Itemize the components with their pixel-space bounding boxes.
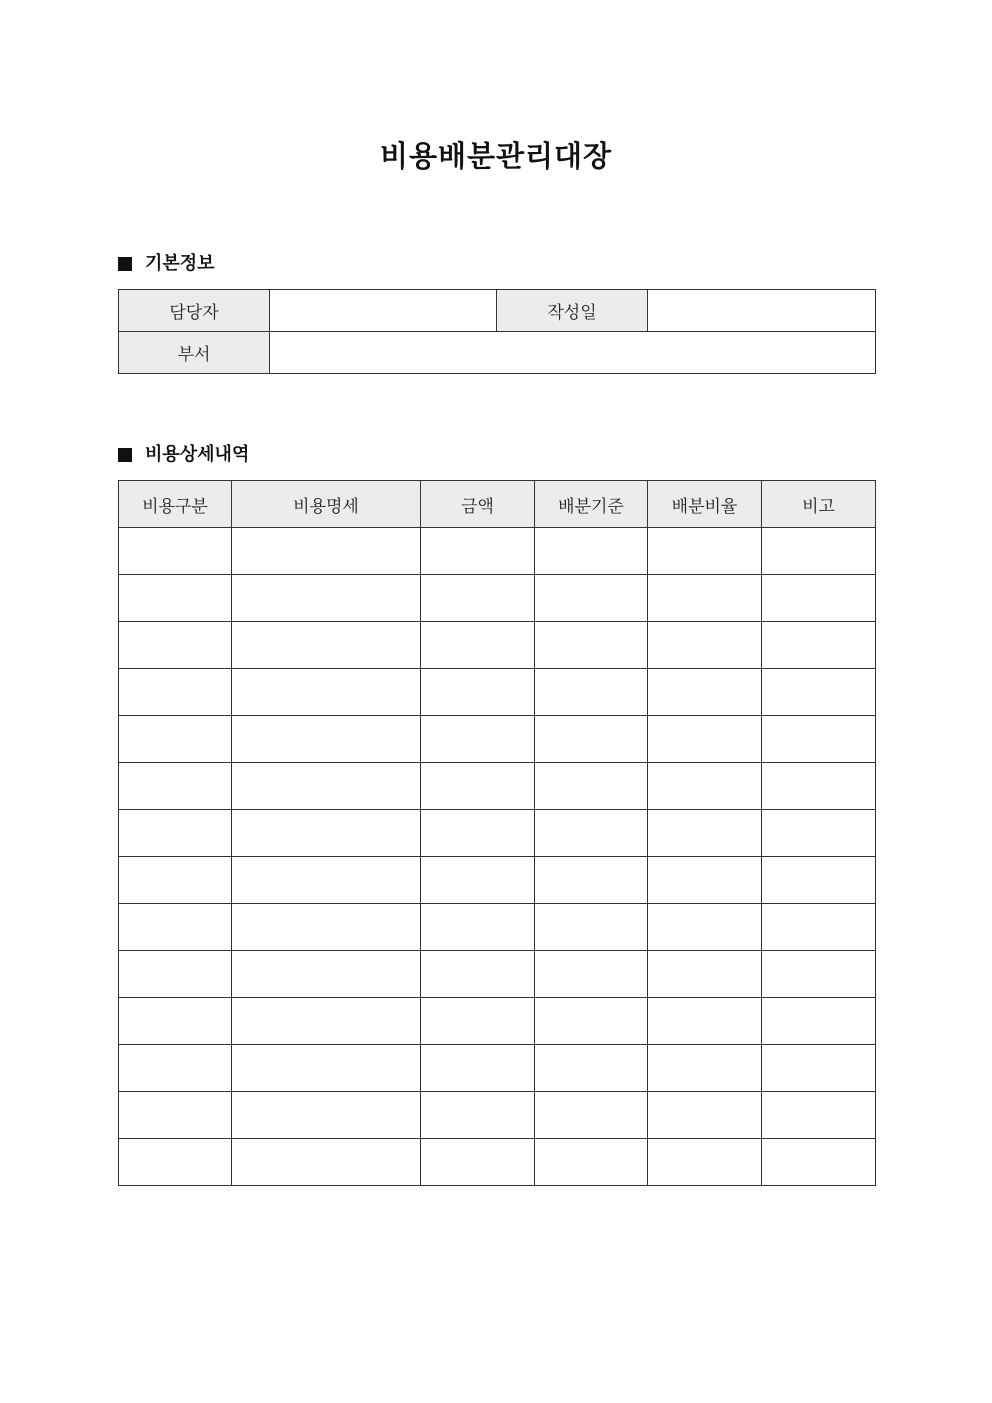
remarks-cell[interactable] [762, 528, 876, 575]
amount-cell[interactable] [421, 763, 535, 810]
cost-description-cell[interactable] [232, 810, 421, 857]
section-heading-cost-details [118, 443, 249, 467]
table-row [119, 622, 876, 669]
cost-type-cell[interactable] [119, 528, 232, 575]
table-row [119, 1045, 876, 1092]
allocation-basis-cell[interactable] [535, 904, 648, 951]
allocation-basis-cell[interactable] [535, 669, 648, 716]
cost-type-cell[interactable] [119, 575, 232, 622]
allocation-ratio-cell[interactable] [648, 904, 762, 951]
remarks-cell[interactable] [762, 998, 876, 1045]
column-header-amount: 금액 [421, 481, 535, 528]
allocation-ratio-cell[interactable] [648, 810, 762, 857]
cost-type-cell[interactable] [119, 669, 232, 716]
amount-cell[interactable] [421, 669, 535, 716]
cost-type-cell[interactable] [119, 810, 232, 857]
table-row [119, 1139, 876, 1186]
amount-cell[interactable] [421, 857, 535, 904]
cost-details-body [119, 528, 876, 1186]
amount-cell[interactable] [421, 1139, 535, 1186]
allocation-basis-cell[interactable] [535, 1139, 648, 1186]
cost-type-cell[interactable] [119, 998, 232, 1045]
allocation-ratio-cell[interactable] [648, 857, 762, 904]
allocation-basis-cell[interactable] [535, 1092, 648, 1139]
cost-description-cell[interactable] [232, 857, 421, 904]
cost-description-cell[interactable] [232, 1045, 421, 1092]
allocation-basis-cell[interactable] [535, 575, 648, 622]
cost-description-cell[interactable] [232, 763, 421, 810]
table-row [119, 857, 876, 904]
allocation-ratio-cell[interactable] [648, 951, 762, 998]
amount-cell[interactable] [421, 716, 535, 763]
amount-cell[interactable] [421, 622, 535, 669]
amount-cell[interactable] [421, 575, 535, 622]
remarks-cell[interactable] [762, 951, 876, 998]
allocation-basis-cell[interactable] [535, 810, 648, 857]
allocation-basis-cell[interactable] [535, 1045, 648, 1092]
table-row [119, 904, 876, 951]
column-header-cost-type: 비용구분 [119, 481, 232, 528]
basic-info-table [118, 289, 876, 374]
allocation-ratio-cell[interactable] [648, 998, 762, 1045]
department-field[interactable] [270, 332, 876, 374]
page-title: 비용배분관리대장 [379, 139, 613, 173]
amount-cell[interactable] [421, 951, 535, 998]
column-header-remarks: 비고 [762, 481, 876, 528]
amount-cell[interactable] [421, 1092, 535, 1139]
manager-label: 담당자 [119, 290, 270, 332]
table-row [119, 810, 876, 857]
cost-description-cell[interactable] [232, 998, 421, 1045]
cost-type-cell[interactable] [119, 904, 232, 951]
remarks-cell[interactable] [762, 669, 876, 716]
section-heading-basic-info [118, 252, 215, 276]
cost-description-cell[interactable] [232, 622, 421, 669]
table-row [119, 951, 876, 998]
square-bullet-icon [118, 448, 132, 462]
allocation-ratio-cell[interactable] [648, 669, 762, 716]
column-header-allocation-ratio: 배분비율 [648, 481, 762, 528]
allocation-ratio-cell[interactable] [648, 622, 762, 669]
amount-cell[interactable] [421, 1045, 535, 1092]
table-row [119, 763, 876, 810]
allocation-basis-cell[interactable] [535, 622, 648, 669]
cost-description-cell[interactable] [232, 575, 421, 622]
remarks-cell[interactable] [762, 575, 876, 622]
section-heading-label: 기본정보 [145, 253, 215, 274]
table-row [119, 290, 876, 332]
amount-cell[interactable] [421, 810, 535, 857]
table-row [119, 669, 876, 716]
remarks-cell[interactable] [762, 1139, 876, 1186]
cost-type-cell[interactable] [119, 716, 232, 763]
table-row [119, 1092, 876, 1139]
square-bullet-icon [118, 257, 132, 271]
allocation-ratio-cell[interactable] [648, 1092, 762, 1139]
amount-cell[interactable] [421, 998, 535, 1045]
date-field[interactable] [648, 290, 876, 332]
cost-type-cell[interactable] [119, 1045, 232, 1092]
section-heading-label: 비용상세내역 [145, 444, 250, 465]
cost-type-cell[interactable] [119, 1139, 232, 1186]
allocation-ratio-cell[interactable] [648, 1139, 762, 1186]
allocation-ratio-cell[interactable] [648, 763, 762, 810]
remarks-cell[interactable] [762, 716, 876, 763]
cost-description-cell[interactable] [232, 1092, 421, 1139]
cost-description-cell[interactable] [232, 904, 421, 951]
manager-field[interactable] [270, 290, 497, 332]
allocation-ratio-cell[interactable] [648, 575, 762, 622]
remarks-cell[interactable] [762, 763, 876, 810]
department-label: 부서 [119, 332, 270, 374]
cost-description-cell[interactable] [232, 528, 421, 575]
remarks-cell[interactable] [762, 622, 876, 669]
table-header-row [119, 481, 876, 528]
allocation-basis-cell[interactable] [535, 998, 648, 1045]
table-row [119, 716, 876, 763]
cost-type-cell[interactable] [119, 622, 232, 669]
amount-cell[interactable] [421, 904, 535, 951]
allocation-ratio-cell[interactable] [648, 528, 762, 575]
column-header-cost-description: 비용명세 [232, 481, 421, 528]
cost-details-table [118, 480, 876, 1186]
table-row [119, 998, 876, 1045]
cost-type-cell[interactable] [119, 951, 232, 998]
allocation-basis-cell[interactable] [535, 763, 648, 810]
cost-description-cell[interactable] [232, 669, 421, 716]
table-row [119, 528, 876, 575]
table-row [119, 575, 876, 622]
date-label: 작성일 [497, 290, 648, 332]
cost-description-cell[interactable] [232, 1139, 421, 1186]
remarks-cell[interactable] [762, 904, 876, 951]
remarks-cell[interactable] [762, 1092, 876, 1139]
cost-type-cell[interactable] [119, 1092, 232, 1139]
allocation-basis-cell[interactable] [535, 951, 648, 998]
allocation-basis-cell[interactable] [535, 716, 648, 763]
remarks-cell[interactable] [762, 857, 876, 904]
cost-description-cell[interactable] [232, 716, 421, 763]
cost-type-cell[interactable] [119, 857, 232, 904]
cost-type-cell[interactable] [119, 763, 232, 810]
allocation-basis-cell[interactable] [535, 857, 648, 904]
amount-cell[interactable] [421, 528, 535, 575]
column-header-allocation-basis: 배분기준 [535, 481, 648, 528]
allocation-ratio-cell[interactable] [648, 1045, 762, 1092]
remarks-cell[interactable] [762, 810, 876, 857]
allocation-ratio-cell[interactable] [648, 716, 762, 763]
cost-description-cell[interactable] [232, 951, 421, 998]
allocation-basis-cell[interactable] [535, 528, 648, 575]
table-row [119, 332, 876, 374]
remarks-cell[interactable] [762, 1045, 876, 1092]
